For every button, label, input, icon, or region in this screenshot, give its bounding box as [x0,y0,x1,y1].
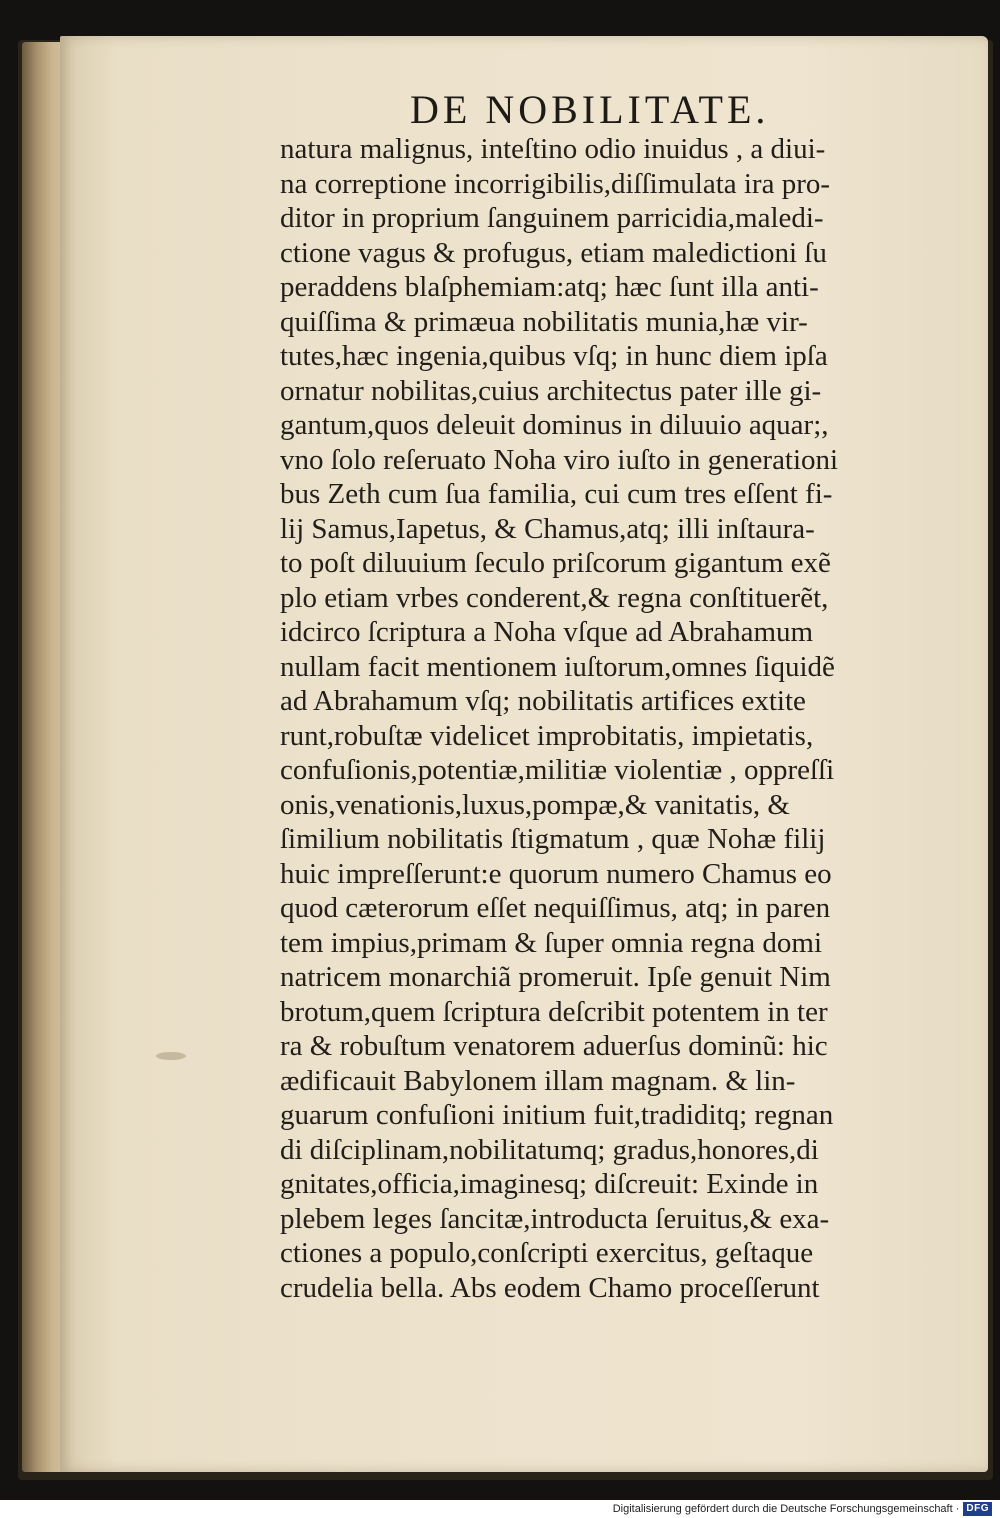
credit-text: Digitalisierung gefördert durch die Deutsche Forschungsgemeinschaft · [612,1503,960,1515]
text-line: ra & robuſtum venatorem aduerſus dominũ: hic [280,1030,828,1062]
text-line: idcirco ſcriptura a Noha vſque ad Abrahamum [280,616,814,648]
text-line: gnitates,officia,imaginesq; diſcreuit: Exinde in [280,1168,819,1200]
dfg-logo-icon: DFG [963,1502,992,1516]
text-line: quod cæterorum eſſet nequiſſimus, atq; in paren [280,892,831,924]
text-line: ornatur nobilitas,cuius architectus pater ille gi- [280,374,822,407]
text-line: huic impreſſerunt:e quorum numero Chamus eo [280,857,832,890]
text-line: peraddens blaſphemiam:atq; hæc ſunt illa anti- [280,271,819,303]
text-line: plo etiam vrbes conderent,& regna conſtituerẽt, [280,581,829,614]
text-line: vno ſolo reſeruato Noha viro iuſto in generationi [280,443,839,476]
text-line: confuſionis,potentiæ,militiæ violentiæ , oppreſſi [280,754,835,786]
text-line: ditor in proprium ſanguinem parricidia,maledi- [280,202,824,234]
text-line: tutes,hæc ingenia,quibus vſq; in hunc diem ipſa [280,340,828,372]
running-head: DE NOBILITATE. [410,87,770,132]
text-line: natricem monarchiã promeruit. Ipſe genuit Nim [280,961,831,993]
body-text [280,132,970,1305]
text-line: di diſciplinam,nobilitatumq; gradus,honores,di [280,1133,819,1166]
text-line: to poſt diluuium ſeculo priſcorum gigantum exẽ [280,547,831,579]
text-line: gantum,quos deleuit dominus in diluuio aquar;, [280,409,829,441]
text-line: ad Abrahamum vſq; nobilitatis artifices extite [280,685,806,717]
text-line: ctione vagus & profugus, etiam maledictioni ſu [280,236,827,269]
text-line: crudelia bella. Abs eodem Chamo proceſſerunt [280,1271,820,1304]
text-line: nullam facit mentionem iuſtorum,omnes ſiquidẽ [280,650,835,683]
text-line: ædificauit Babylonem illam magnam. & lin- [280,1064,796,1097]
text-line: tem impius,primam & ſuper omnia regna domi [280,926,823,959]
text-line: quiſſima & primæua nobilitatis munia,hæ vir- [280,305,808,338]
text-line: na correptione incorrigibilis,diſſimulata ira pro- [280,167,831,200]
text-line: natura malignus, inteſtino odio inuidus , a diui- [280,133,826,165]
paper-stain [156,1052,186,1060]
text-line: runt,robuſtæ videlicet improbitatis, impietatis, [280,719,814,752]
text-line: bus Zeth cum ſua familia, cui cum tres eſſent fi- [280,478,833,510]
text-line: ctiones a populo,conſcripti exercitus, geſtaque [280,1237,814,1269]
text-line: onis,venationis,luxus,pompæ,& vanitatis, & [280,788,790,821]
digitization-credit [613,1500,992,1518]
text-line: plebem leges ſancitæ,introducta ſeruitus,& exa- [280,1202,830,1235]
text-line: ſimilium nobilitatis ſtigmatum , quæ Nohæ filij [280,823,826,855]
text-line: guarum confuſioni initium fuit,tradiditq; regnan [280,1099,834,1131]
text-line: brotum,quem ſcriptura deſcribit potentem in ter [280,995,828,1028]
text-line: lij Samus,Iapetus, & Chamus,atq; illi inſtaura- [280,512,815,545]
